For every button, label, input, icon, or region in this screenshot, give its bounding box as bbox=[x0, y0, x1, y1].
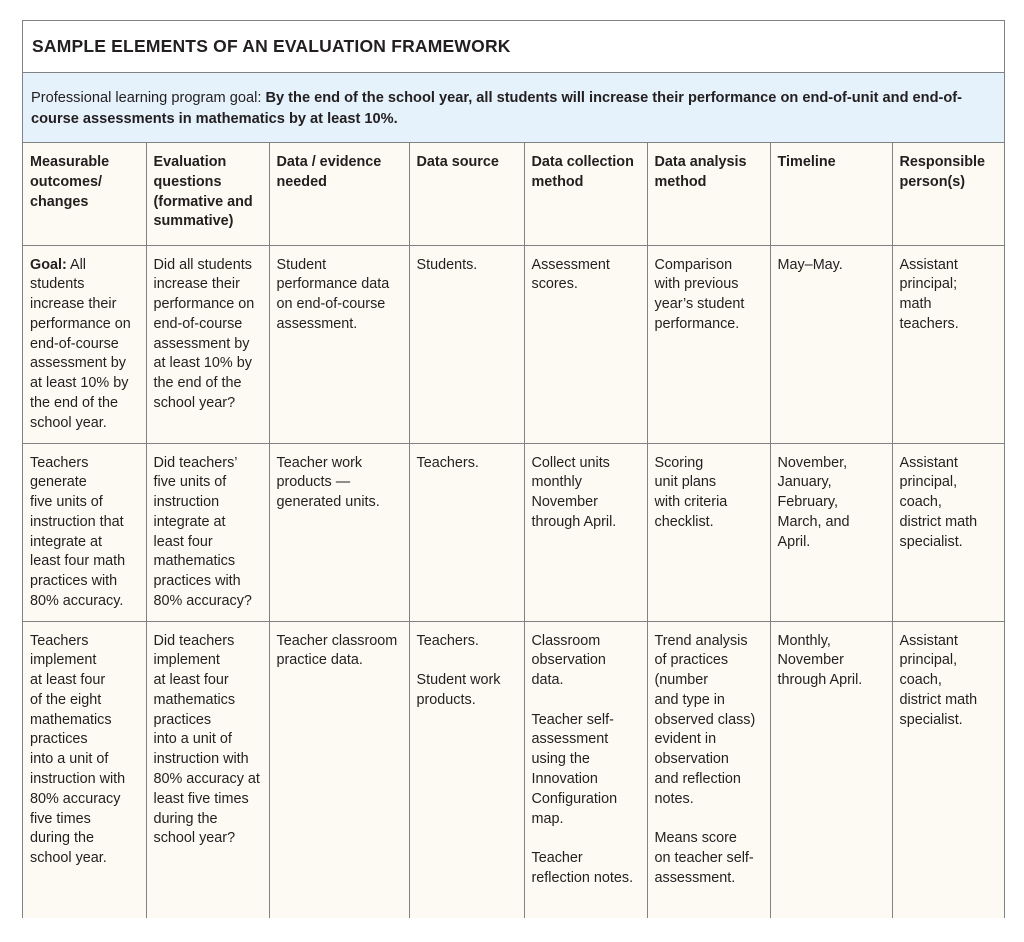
program-goal bbox=[23, 73, 1004, 143]
cell-timeline: Monthly, November through April. bbox=[770, 621, 892, 918]
header-data-source: Data source bbox=[409, 143, 524, 245]
cell-evidence: Teacher work products — generated units. bbox=[269, 443, 409, 621]
cell-outcome bbox=[23, 245, 146, 443]
cell-question: Did all students increase their performance on end-of-course assessment by at least 10% by the end of the school year? bbox=[146, 245, 269, 443]
cell-source: Teachers. bbox=[409, 443, 524, 621]
cell-responsible: Assistant principal, coach, district math specialist. bbox=[892, 443, 1004, 621]
cell-outcome: Teachers implement at least four of the eight mathematics practices into a unit of instruction with 80% accuracy five times during the school year. bbox=[23, 621, 146, 918]
cell-question: Did teachers implement at least four mathematics practices into a unit of instruction with 80% accuracy at least five times during the school year? bbox=[146, 621, 269, 918]
header-data-evidence: Data / evidence needed bbox=[269, 143, 409, 245]
header-measurable-outcomes: Measurable outcomes/ changes bbox=[23, 143, 146, 245]
header-timeline: Timeline bbox=[770, 143, 892, 245]
header-data-analysis: Data analysis method bbox=[647, 143, 770, 245]
cell-analysis: Scoring unit plans with criteria checklist. bbox=[647, 443, 770, 621]
cell-source: Students. bbox=[409, 245, 524, 443]
cell-analysis: Comparison with previous year’s student performance. bbox=[647, 245, 770, 443]
header-responsible: Responsible person(s) bbox=[892, 143, 1004, 245]
cell-question: Did teachers’ five units of instruction integrate at least four mathematics practices with 80% accuracy? bbox=[146, 443, 269, 621]
cell-timeline: May–May. bbox=[770, 245, 892, 443]
cell-collection: Collect units monthly November through April. bbox=[524, 443, 647, 621]
header-data-collection: Data collection method bbox=[524, 143, 647, 245]
framework-table bbox=[23, 143, 1004, 918]
cell-outcome: Teachers generate five units of instruction that integrate at least four math practices with 80% accuracy. bbox=[23, 443, 146, 621]
cell-collection: Classroom observation data. Teacher self- assessment using the Innovation Configuration map. Teacher reflection notes. bbox=[524, 621, 647, 918]
document-title: SAMPLE ELEMENTS OF AN EVALUATION FRAMEWORK bbox=[23, 21, 1004, 73]
header-evaluation-questions: Evaluation questions (formative and summative) bbox=[146, 143, 269, 245]
cell-timeline: November, January, February, March, and April. bbox=[770, 443, 892, 621]
cell-outcome-text: All students increase their performance on end-of-course assessment by at least 10% by the end of the school year. bbox=[30, 256, 131, 431]
cell-source: Teachers. Student work products. bbox=[409, 621, 524, 918]
cell-responsible: Assistant principal, coach, district math specialist. bbox=[892, 621, 1004, 918]
program-goal-label: Professional learning program goal: bbox=[31, 90, 262, 106]
header-row bbox=[23, 143, 1004, 245]
cell-evidence: Teacher classroom practice data. bbox=[269, 621, 409, 918]
table-row bbox=[23, 245, 1004, 443]
goal-prefix: Goal: bbox=[30, 256, 67, 273]
cell-evidence: Student performance data on end-of-course assessment. bbox=[269, 245, 409, 443]
cell-collection: Assessment scores. bbox=[524, 245, 647, 443]
table-row bbox=[23, 621, 1004, 918]
program-goal-text: By the end of the school year, all students will increase their performance on end-of-unit and end-of-course assessments in mathematics by at least 10%. bbox=[31, 90, 962, 127]
evaluation-framework-table-frame bbox=[22, 20, 1005, 918]
cell-analysis: Trend analysis of practices (number and type in observed class) evident in observation and reflection notes. Means score on teacher self- assessment. bbox=[647, 621, 770, 918]
table-row bbox=[23, 443, 1004, 621]
cell-responsible: Assistant principal; math teachers. bbox=[892, 245, 1004, 443]
